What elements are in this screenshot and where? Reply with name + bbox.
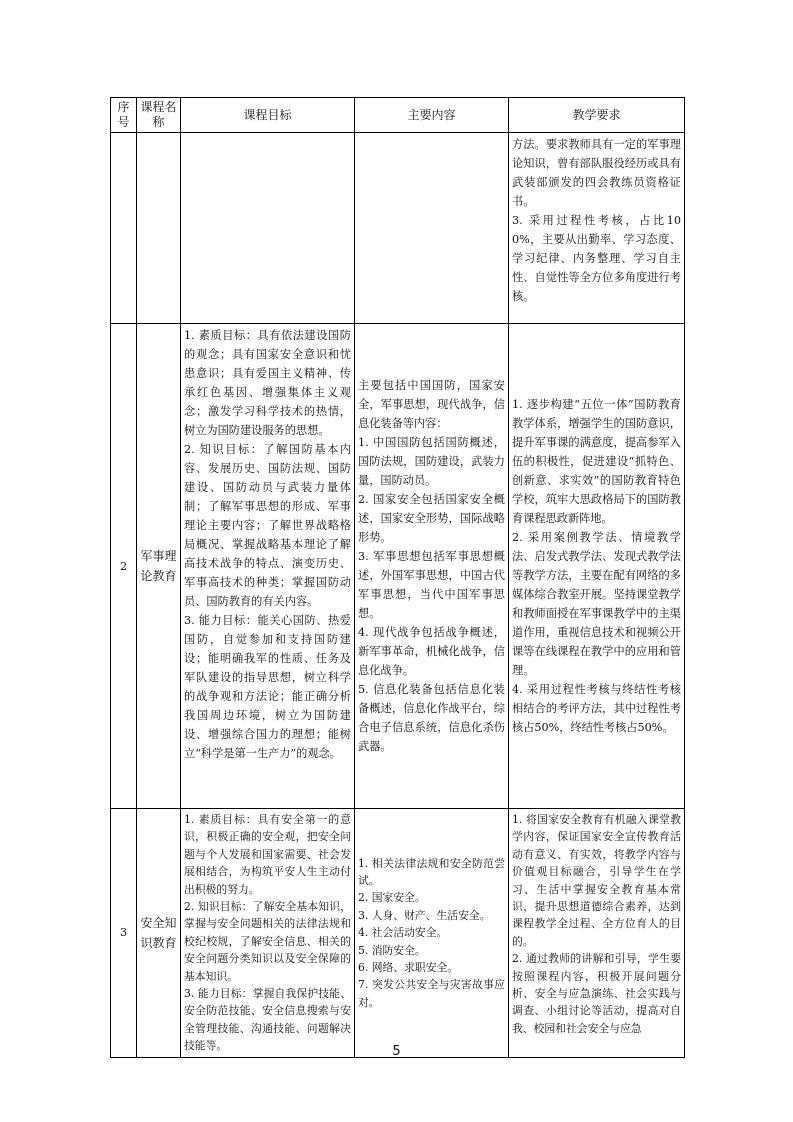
goal-paragraph: 1. 素质目标：具有安全第一的意识，积极正确的安全观，把安全问题与个人发展和国家需要、社会发展相结合，为构筑平安人生主动付出积极的努力。	[184, 813, 351, 896]
req-paragraph: 1. 逐步构建“五位一体”国防教育教学体系，增强学生的国防意识，提升军事课的满意度，提高参军入伍的积极性，促进建设“抓特色、创新意、求实效”的国防教育特色学校，筑牢大思政格局下的国防教育课程思政新阵地。	[512, 398, 681, 525]
row-req	[509, 133, 685, 324]
content-paragraph: 1. 中国国防包括国防概述，国防法规，国防建设，武装力量，国防动员。	[358, 436, 505, 487]
goal-paragraph: 3. 能力目标：能关心国防、热爱国防，自觉参加和支持国防建设；能明确我军的性质、任务及军队建设的指导思想，树立科学的战争观和方法论；能正确分析我国周边环境，树立为国防建设、增强综合国力的理想；能树立“科学是第一生产力”的观念。	[184, 614, 351, 760]
goal-paragraph: 1. 素质目标：具有依法建设国防的观念；具有国家安全意识和忧患意识；具有爱国主义精神、传承红色基因、增强集体主义观念；激发学习科学技术的热情，树立为国防建设服务的思想。	[184, 329, 351, 437]
row-content	[355, 133, 509, 324]
table-row	[111, 133, 685, 324]
row-no: 2	[111, 324, 137, 809]
table-row	[111, 324, 685, 809]
row-no	[111, 133, 137, 324]
page-number: 5	[392, 1044, 401, 1059]
header-content: 主要内容	[355, 98, 509, 133]
header-no: 序号	[111, 98, 137, 133]
content-paragraph: 7. 突发公共安全与灾害故事应对。	[358, 978, 505, 1009]
req-paragraph: 1. 将国家安全教育有机融入课堂教学内容，保证国家安全宣传教育活动有意义、有实效，将教学内容与价值观目标融合，引导学生在学习、生活中掌握安全教育基本常识，提升思想道德综合素养，达到课程教学全过程、全方位育人的目的。	[512, 813, 681, 948]
req-paragraph: 3. 采用过程性考核，占比100%，主要从出勤率、学习态度、学习纪律、内务整理、学习自主性、自觉性等全方位多角度进行考核。	[512, 214, 681, 303]
row-goal	[181, 133, 355, 324]
content-paragraph: 5. 信息化装备包括信息化装备概述，信息化作战平台，综合电子信息系统，信息化杀伤武器。	[358, 683, 505, 753]
curriculum-table	[110, 97, 685, 1058]
row-name: 军事理论教育	[137, 324, 181, 809]
goal-paragraph: 2. 知识目标：了解国防基本内容、发展历史、国防法规、国防建设、国防动员与武装力量体制；了解军事思想的形成、军事理论主要内容；了解世界战略格局概况、掌握战略基本理论了解高技术战争的特点、演变历史、军事高技术的种类；掌握国防动员、国防教育的有关内容。	[184, 443, 351, 608]
req-paragraph: 4. 采用过程性考核与终结性考核相结合的考评方法，其中过程性考核占50%，终结性考核占50%。	[512, 683, 681, 734]
req-paragraph: 2. 采用案例教学法、情境教学法、启发式教学法、发现式教学法等教学方法，主要在配有网络的多媒体综合教室开展。坚持课堂教学和教师面授在军事课教学中的主渠道作用，重视信息技术和视频公开课等在线课程在教学中的应用和管理。	[512, 531, 681, 677]
req-paragraph: 方法。要求教师具有一定的军事理论知识，曾有部队服役经历或具有武装部颁发的四会教练员资格证书。	[512, 138, 681, 208]
content-paragraph: 2. 国家安全包括国家安全概述，国家安全形势，国际战略形势。	[358, 493, 505, 544]
content-paragraph: 6. 网络、求职安全。	[358, 960, 459, 974]
req-paragraph: 2. 通过教师的讲解和引导，学生要按照课程内容，积极开展问题分析、安全与应急演练、社会实践与调查、小组讨论等活动，提高对自我、校园和社会安全与应急	[512, 952, 681, 1035]
row-name	[137, 133, 181, 324]
row-content	[355, 809, 509, 1058]
row-no: 3	[111, 809, 137, 1058]
row-goal	[181, 324, 355, 809]
content-paragraph: 3. 人身、财产、生活安全。	[358, 908, 491, 922]
content-paragraph: 5. 消防安全。	[358, 943, 426, 957]
header-goal: 课程目标	[181, 98, 355, 133]
table-header-row	[111, 98, 685, 133]
goal-paragraph: 3. 能力目标：掌握自我保护技能、安全防范技能、安全信息搜索与安全管理技能、沟通技能、问题解决技能等。	[184, 987, 351, 1053]
content-paragraph: 1. 相关法律法规和安全防范尝试。	[358, 856, 505, 887]
goal-paragraph: 2. 知识目标：了解安全基本知识，掌握与安全问题相关的法律法规和校纪校规，了解安全信息、相关的安全问题分类知识以及安全保障的基本知识。	[184, 900, 351, 983]
content-paragraph: 3. 军事思想包括军事思想概述，外国军事思想，中国古代军事思想，当代中国军事思想。	[358, 550, 505, 620]
content-paragraph: 主要包括中国国防，国家安全，军事思想，现代战争，信息化装备等内容：	[358, 379, 505, 430]
row-content	[355, 324, 509, 809]
header-req: 教学要求	[509, 98, 685, 133]
table-row	[111, 809, 685, 1058]
content-paragraph: 2. 国家安全。	[358, 891, 426, 905]
content-paragraph: 4. 社会活动安全。	[358, 926, 448, 940]
row-goal	[181, 809, 355, 1058]
row-req	[509, 324, 685, 809]
header-name: 课程名称	[137, 98, 181, 133]
content-paragraph: 4. 现代战争包括战争概述，新军事革命，机械化战争，信息化战争。	[358, 626, 505, 677]
row-name: 安全知识教育	[137, 809, 181, 1058]
row-req	[509, 809, 685, 1058]
